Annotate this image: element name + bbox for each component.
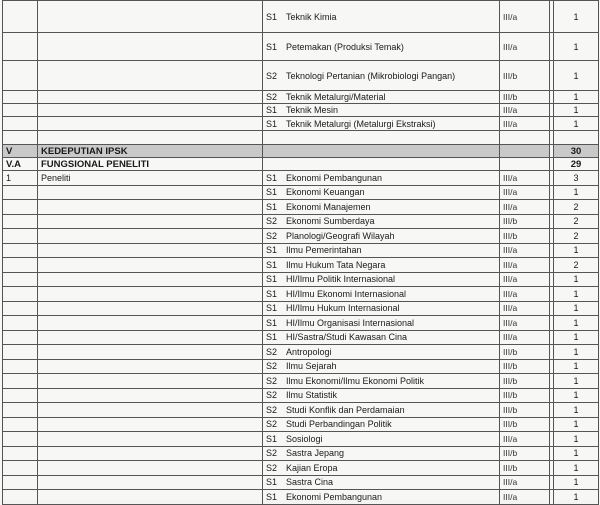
education-cell bbox=[263, 61, 500, 91]
position-cell bbox=[38, 104, 263, 117]
education-level: S1 bbox=[266, 172, 278, 183]
number-cell bbox=[3, 272, 38, 287]
subsection-number: V.A bbox=[3, 158, 38, 171]
quantity: 1 bbox=[554, 490, 599, 505]
table-row bbox=[3, 461, 599, 476]
position-cell bbox=[38, 359, 263, 374]
table-row bbox=[3, 171, 599, 186]
education-cell bbox=[263, 432, 500, 447]
number-cell bbox=[3, 200, 38, 215]
number-cell bbox=[3, 461, 38, 476]
number-cell bbox=[3, 316, 38, 331]
table-row bbox=[3, 117, 599, 131]
education-major: Teknik Mesin bbox=[286, 105, 339, 115]
education-major: Teknik Metalurgi/Material bbox=[286, 92, 386, 102]
section-total: 30 bbox=[554, 145, 599, 158]
rank-grade: III/b bbox=[500, 214, 550, 229]
rank-grade: III/b bbox=[500, 345, 550, 360]
number-cell bbox=[3, 185, 38, 200]
position-cell bbox=[38, 475, 263, 490]
education-rows bbox=[3, 171, 599, 505]
education-level: S1 bbox=[266, 491, 278, 502]
position-cell bbox=[38, 432, 263, 447]
section-row bbox=[3, 145, 599, 158]
number-cell bbox=[3, 301, 38, 316]
education-cell bbox=[263, 490, 500, 505]
education-level: S2 bbox=[266, 404, 278, 415]
education-level: S1 bbox=[266, 245, 278, 256]
rank-grade: III/b bbox=[500, 61, 550, 91]
position-cell bbox=[38, 287, 263, 302]
education-level: S1 bbox=[266, 105, 278, 115]
education-cell bbox=[263, 229, 500, 244]
education-level: S2 bbox=[266, 375, 278, 386]
education-major: HI/Ilmu Politik Internasional bbox=[286, 274, 396, 285]
education-cell bbox=[263, 287, 500, 302]
education-cell bbox=[263, 117, 500, 131]
education-cell bbox=[263, 258, 500, 273]
number-cell bbox=[3, 33, 38, 61]
education-level: S2 bbox=[266, 361, 278, 372]
rank-grade: III/a bbox=[500, 1, 550, 33]
rank-grade: III/b bbox=[500, 229, 550, 244]
position-cell bbox=[38, 345, 263, 360]
table-row bbox=[3, 403, 599, 418]
position-cell bbox=[38, 490, 263, 505]
education-level: S1 bbox=[266, 303, 278, 314]
table-row bbox=[3, 417, 599, 432]
position-cell bbox=[38, 330, 263, 345]
number-cell bbox=[3, 1, 38, 33]
quantity: 1 bbox=[554, 446, 599, 461]
rank-grade: III/a bbox=[500, 171, 550, 186]
rank-grade: III/b bbox=[500, 91, 550, 104]
education-major: Ilmu Hukum Tata Negara bbox=[286, 259, 386, 270]
position-cell bbox=[38, 243, 263, 258]
education-major: Studi Perbandingan Politik bbox=[286, 419, 392, 430]
education-cell bbox=[263, 461, 500, 476]
education-major: Teknologi Pertanian (Mikrobiologi Pangan) bbox=[286, 70, 456, 81]
number-cell bbox=[3, 229, 38, 244]
education-cell bbox=[263, 475, 500, 490]
education-major: Ilmu Pemerintahan bbox=[286, 245, 362, 256]
education-major: Sastra Cina bbox=[286, 477, 334, 488]
rank-grade: III/b bbox=[500, 446, 550, 461]
table-row bbox=[3, 272, 599, 287]
education-level: S2 bbox=[266, 216, 278, 227]
education-level: S1 bbox=[266, 317, 278, 328]
education-major: Sosiologi bbox=[286, 433, 323, 444]
position-cell bbox=[38, 214, 263, 229]
quantity: 1 bbox=[554, 316, 599, 331]
quantity: 1 bbox=[554, 287, 599, 302]
education-cell bbox=[263, 374, 500, 389]
table-row bbox=[3, 287, 599, 302]
table-row bbox=[3, 104, 599, 117]
position-cell bbox=[38, 33, 263, 61]
education-level: S1 bbox=[266, 11, 278, 22]
rank-grade: III/a bbox=[500, 475, 550, 490]
rank-grade: III/a bbox=[500, 185, 550, 200]
education-cell bbox=[263, 104, 500, 117]
table-row bbox=[3, 1, 599, 33]
position-cell bbox=[38, 258, 263, 273]
quantity: 1 bbox=[554, 117, 599, 131]
number-cell bbox=[3, 475, 38, 490]
position-cell bbox=[38, 229, 263, 244]
rank-grade: III/a bbox=[500, 272, 550, 287]
rank-grade: III/b bbox=[500, 403, 550, 418]
position-title: Peneliti bbox=[38, 171, 263, 186]
position-cell bbox=[38, 403, 263, 418]
position-number: 1 bbox=[3, 171, 38, 186]
education-cell bbox=[263, 33, 500, 61]
education-major: Planologi/Geografi Wilayah bbox=[286, 230, 395, 241]
education-cell bbox=[263, 403, 500, 418]
section-block bbox=[3, 131, 599, 171]
education-major: Kajian Eropa bbox=[286, 462, 338, 473]
number-cell bbox=[3, 345, 38, 360]
education-level: S2 bbox=[266, 70, 278, 81]
number-cell bbox=[3, 61, 38, 91]
education-cell bbox=[263, 200, 500, 215]
education-level: S2 bbox=[266, 390, 278, 401]
quantity: 1 bbox=[554, 61, 599, 91]
position-cell bbox=[38, 417, 263, 432]
rank-grade: III/a bbox=[500, 330, 550, 345]
education-major: Studi Konflik dan Perdamaian bbox=[286, 404, 405, 415]
education-major: Ekonomi Sumberdaya bbox=[286, 216, 375, 227]
quantity: 2 bbox=[554, 200, 599, 215]
quantity: 2 bbox=[554, 229, 599, 244]
quantity: 1 bbox=[554, 104, 599, 117]
education-cell bbox=[263, 171, 500, 186]
education-level: S2 bbox=[266, 419, 278, 430]
education-cell bbox=[263, 301, 500, 316]
education-level: S1 bbox=[266, 118, 278, 129]
position-cell bbox=[38, 61, 263, 91]
education-major: Ekonomi Pembangunan bbox=[286, 172, 383, 183]
position-cell bbox=[38, 117, 263, 131]
rank-grade: III/a bbox=[500, 432, 550, 447]
table-row bbox=[3, 33, 599, 61]
table-row bbox=[3, 316, 599, 331]
education-cell bbox=[263, 214, 500, 229]
education-level: S1 bbox=[266, 187, 278, 198]
education-level: S1 bbox=[266, 332, 278, 343]
number-cell bbox=[3, 403, 38, 418]
education-major: HI/Sastra/Studi Kawasan Cina bbox=[286, 332, 408, 343]
table-row bbox=[3, 345, 599, 360]
rank-grade: III/a bbox=[500, 104, 550, 117]
education-level: S2 bbox=[266, 462, 278, 473]
education-cell bbox=[263, 272, 500, 287]
rank-grade: III/a bbox=[500, 287, 550, 302]
quantity: 1 bbox=[554, 359, 599, 374]
number-cell bbox=[3, 258, 38, 273]
education-major: HI/Ilmu Organisasi Internasional bbox=[286, 317, 415, 328]
position-cell bbox=[38, 374, 263, 389]
table-row bbox=[3, 200, 599, 215]
education-major: Ekonomi Manajemen bbox=[286, 201, 371, 212]
education-major: Ekonomi Keuangan bbox=[286, 187, 365, 198]
table-row bbox=[3, 243, 599, 258]
position-cell bbox=[38, 1, 263, 33]
education-level: S1 bbox=[266, 259, 278, 270]
education-major: Ilmu Ekonomi/Ilmu Ekonomi Politik bbox=[286, 375, 425, 386]
quantity: 1 bbox=[554, 374, 599, 389]
number-cell bbox=[3, 417, 38, 432]
position-cell bbox=[38, 185, 263, 200]
quantity: 1 bbox=[554, 417, 599, 432]
quantity: 1 bbox=[554, 272, 599, 287]
quantity: 1 bbox=[554, 475, 599, 490]
position-cell bbox=[38, 461, 263, 476]
education-level: S1 bbox=[266, 477, 278, 488]
number-cell bbox=[3, 104, 38, 117]
rank-grade: III/b bbox=[500, 359, 550, 374]
education-major: Petemakan (Produksi Temak) bbox=[286, 41, 404, 52]
education-level: S2 bbox=[266, 346, 278, 357]
spacer-row bbox=[3, 131, 599, 145]
education-level: S2 bbox=[266, 230, 278, 241]
education-level: S1 bbox=[266, 201, 278, 212]
position-cell bbox=[38, 301, 263, 316]
education-level: S1 bbox=[266, 433, 278, 444]
table-row bbox=[3, 229, 599, 244]
education-major: Antropologi bbox=[286, 346, 332, 357]
rank-grade: III/a bbox=[500, 301, 550, 316]
rank-grade: III/a bbox=[500, 316, 550, 331]
position-cell bbox=[38, 316, 263, 331]
table-row bbox=[3, 446, 599, 461]
education-cell bbox=[263, 330, 500, 345]
top-rows bbox=[3, 1, 599, 131]
position-cell bbox=[38, 446, 263, 461]
education-level: S2 bbox=[266, 448, 278, 459]
rank-grade: III/b bbox=[500, 417, 550, 432]
number-cell bbox=[3, 243, 38, 258]
number-cell bbox=[3, 117, 38, 131]
subsection-total: 29 bbox=[554, 158, 599, 171]
quantity: 1 bbox=[554, 91, 599, 104]
number-cell bbox=[3, 374, 38, 389]
education-cell bbox=[263, 91, 500, 104]
position-cell bbox=[38, 272, 263, 287]
education-cell bbox=[263, 345, 500, 360]
table-row bbox=[3, 214, 599, 229]
rank-grade: III/a bbox=[500, 117, 550, 131]
table-row bbox=[3, 258, 599, 273]
table-row bbox=[3, 432, 599, 447]
education-cell bbox=[263, 359, 500, 374]
education-major: Ilmu Sejarah bbox=[286, 361, 337, 372]
table-row bbox=[3, 388, 599, 403]
table-row bbox=[3, 330, 599, 345]
education-cell bbox=[263, 185, 500, 200]
position-cell bbox=[38, 91, 263, 104]
education-level: S1 bbox=[266, 41, 278, 52]
education-major: HI/Ilmu Ekonomi Internasional bbox=[286, 288, 407, 299]
table-row bbox=[3, 185, 599, 200]
rank-grade: III/a bbox=[500, 258, 550, 273]
education-level: S1 bbox=[266, 288, 278, 299]
rank-grade: III/b bbox=[500, 461, 550, 476]
subsection-title: FUNGSIONAL PENELITI bbox=[38, 158, 263, 171]
education-cell bbox=[263, 1, 500, 33]
rank-grade: III/a bbox=[500, 200, 550, 215]
section-title: KEDEPUTIAN IPSK bbox=[38, 145, 263, 158]
section-number: V bbox=[3, 145, 38, 158]
subsection-row bbox=[3, 158, 599, 171]
rank-grade: III/a bbox=[500, 243, 550, 258]
education-cell bbox=[263, 316, 500, 331]
quantity: 1 bbox=[554, 301, 599, 316]
quantity: 1 bbox=[554, 345, 599, 360]
number-cell bbox=[3, 330, 38, 345]
quantity: 1 bbox=[554, 33, 599, 61]
number-cell bbox=[3, 432, 38, 447]
table-row bbox=[3, 301, 599, 316]
education-cell bbox=[263, 243, 500, 258]
quantity: 1 bbox=[554, 432, 599, 447]
rank-grade: III/a bbox=[500, 490, 550, 505]
table-row bbox=[3, 91, 599, 104]
quantity: 1 bbox=[554, 1, 599, 33]
table-row bbox=[3, 490, 599, 505]
number-cell bbox=[3, 388, 38, 403]
education-cell bbox=[263, 446, 500, 461]
education-level: S2 bbox=[266, 92, 278, 102]
quantity: 2 bbox=[554, 214, 599, 229]
quantity: 1 bbox=[554, 330, 599, 345]
table-row bbox=[3, 61, 599, 91]
number-cell bbox=[3, 287, 38, 302]
quantity: 3 bbox=[554, 171, 599, 186]
education-major: Ilmu Statistik bbox=[286, 390, 338, 401]
staffing-table bbox=[2, 0, 599, 505]
position-cell bbox=[38, 388, 263, 403]
education-major: HI/Ilmu Hukum Internasional bbox=[286, 303, 400, 314]
table-row bbox=[3, 359, 599, 374]
education-major: Teknik Metalurgi (Metalurgi Ekstraksi) bbox=[286, 118, 436, 129]
quantity: 1 bbox=[554, 185, 599, 200]
rank-grade: III/b bbox=[500, 374, 550, 389]
number-cell bbox=[3, 359, 38, 374]
education-major: Teknik Kimia bbox=[286, 11, 337, 22]
education-cell bbox=[263, 388, 500, 403]
number-cell bbox=[3, 214, 38, 229]
quantity: 1 bbox=[554, 403, 599, 418]
position-cell bbox=[38, 200, 263, 215]
number-cell bbox=[3, 490, 38, 505]
quantity: 1 bbox=[554, 243, 599, 258]
number-cell bbox=[3, 91, 38, 104]
rank-grade: III/a bbox=[500, 33, 550, 61]
quantity: 1 bbox=[554, 388, 599, 403]
table-row bbox=[3, 475, 599, 490]
education-major: Ekonomi Pembangunan bbox=[286, 491, 383, 502]
education-major: Sastra Jepang bbox=[286, 448, 345, 459]
quantity: 2 bbox=[554, 258, 599, 273]
table-row bbox=[3, 374, 599, 389]
number-cell bbox=[3, 446, 38, 461]
rank-grade: III/b bbox=[500, 388, 550, 403]
education-level: S1 bbox=[266, 274, 278, 285]
education-cell bbox=[263, 417, 500, 432]
quantity: 1 bbox=[554, 461, 599, 476]
